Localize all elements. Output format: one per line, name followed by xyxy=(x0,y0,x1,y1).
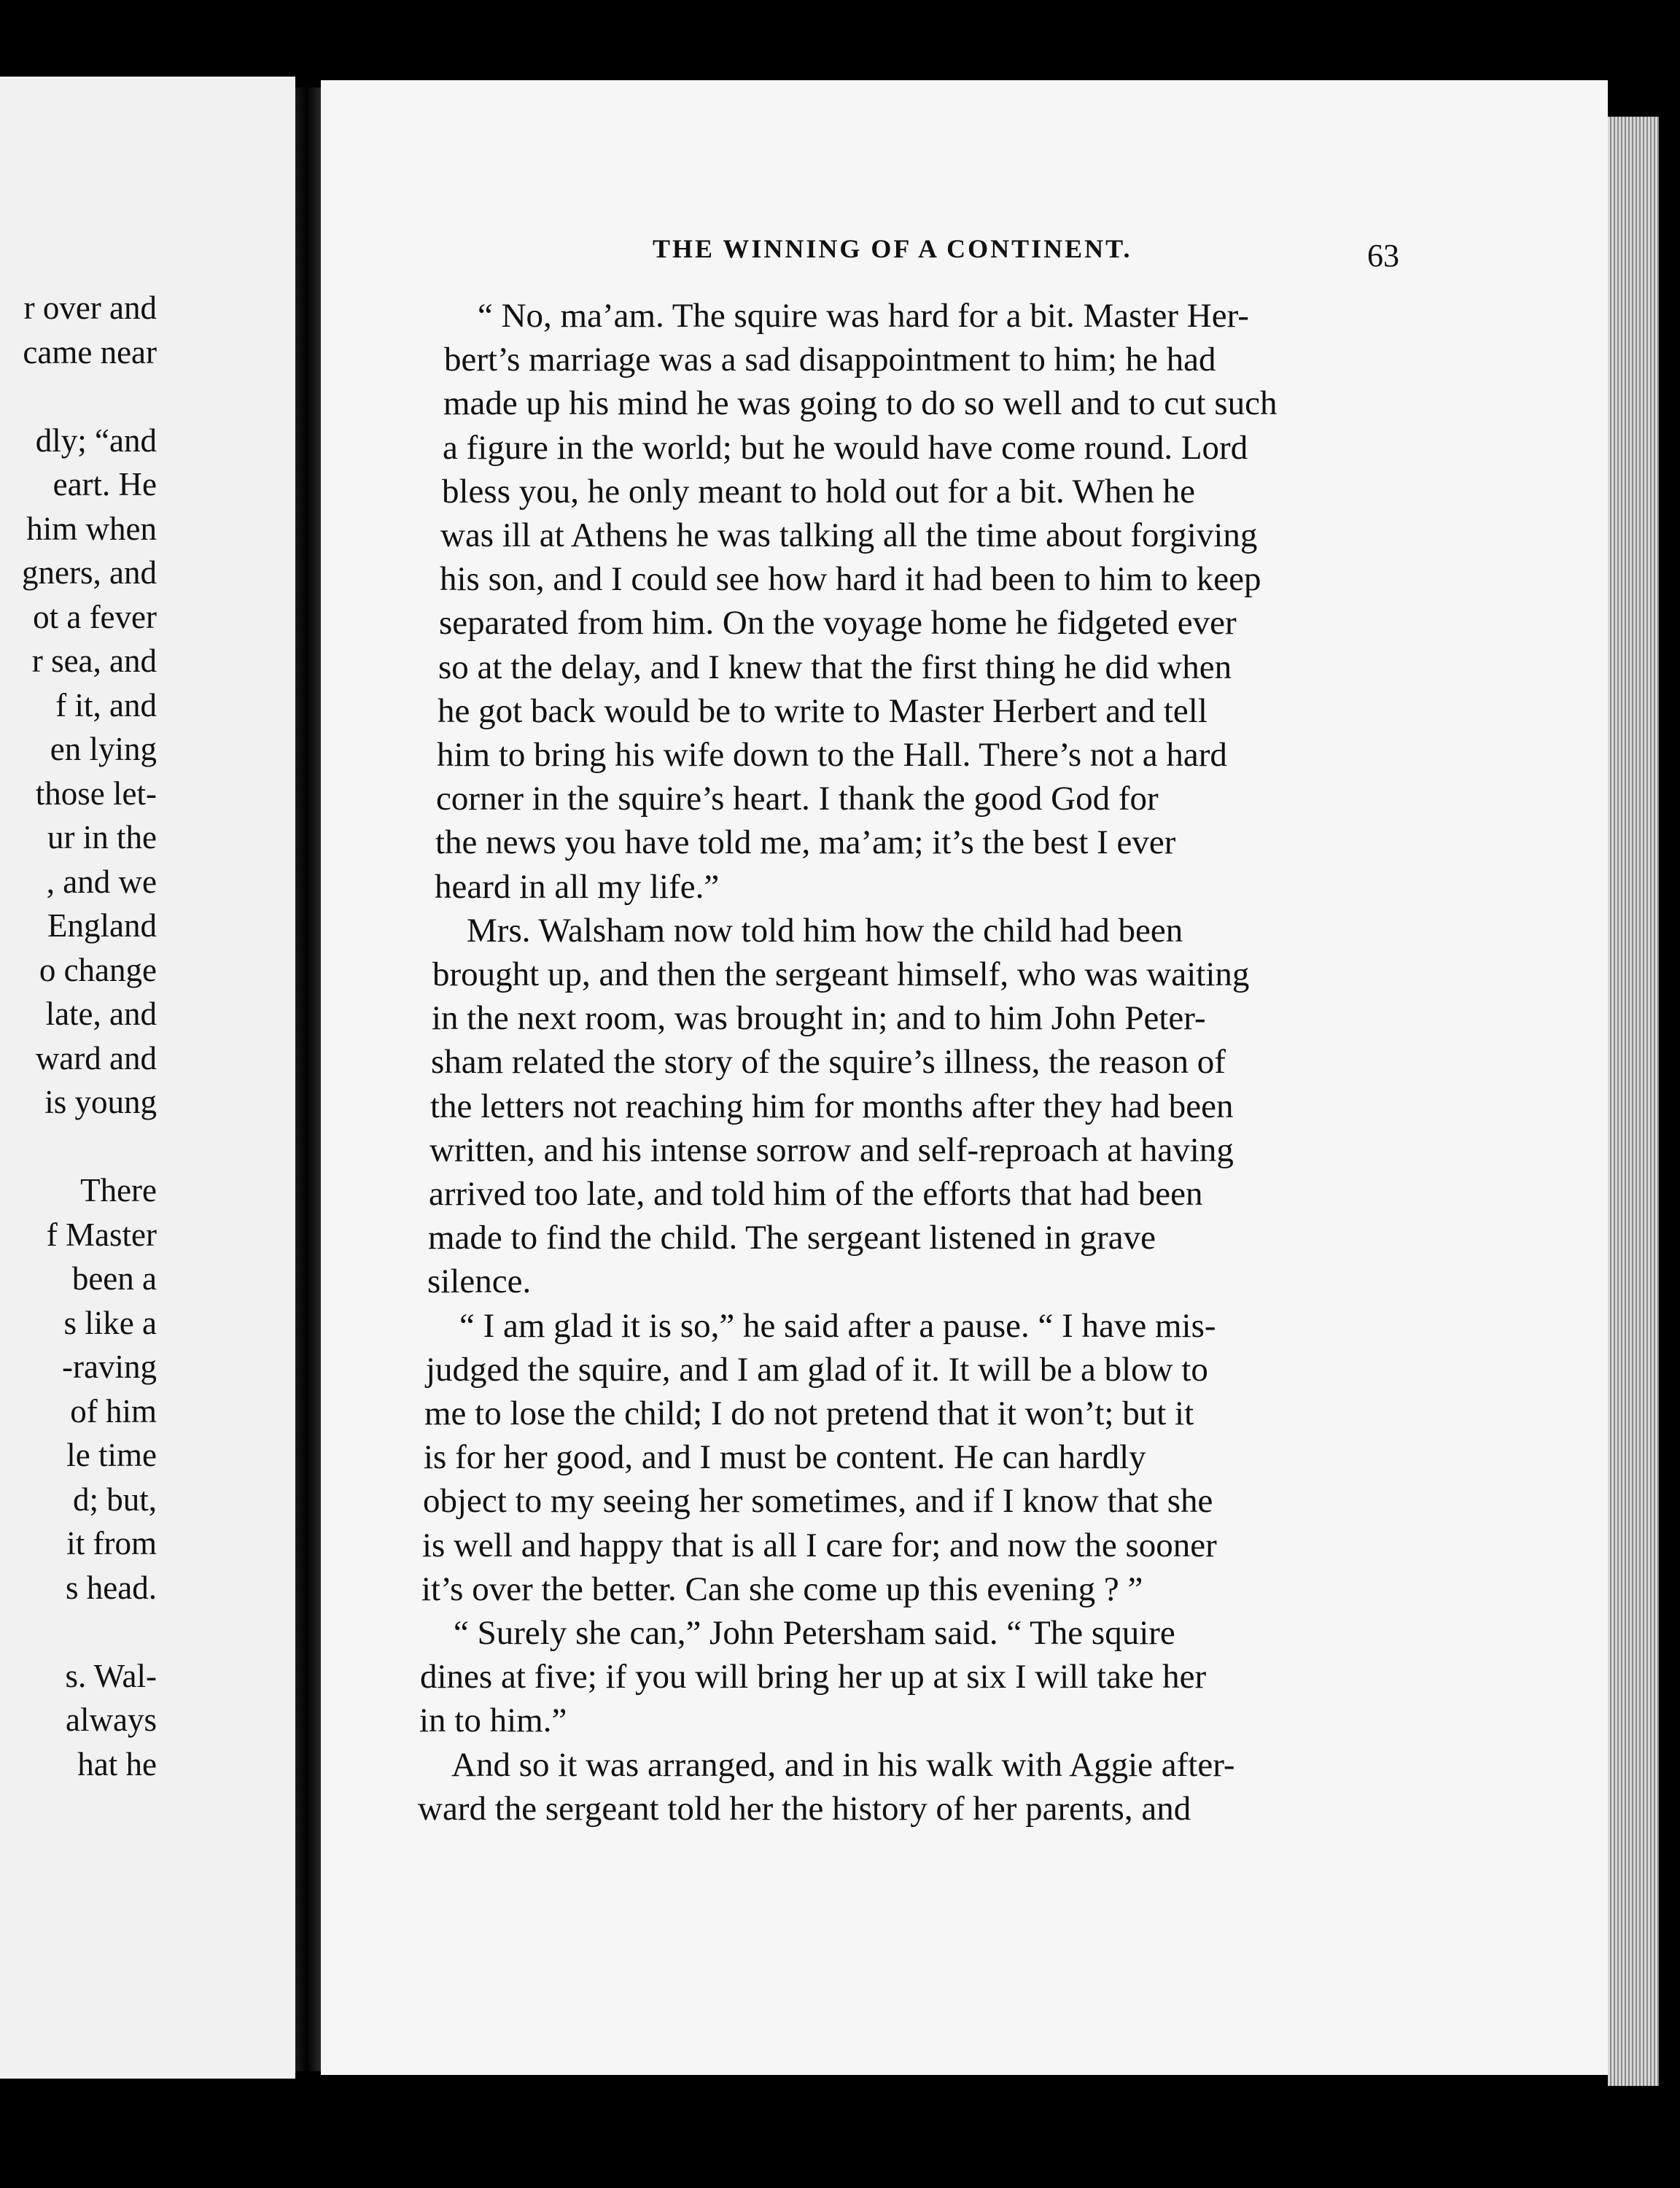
body-text-line: separated from him. On the voyage home he fidgeted ever xyxy=(439,604,1237,643)
body-text-line: he got back would be to write to Master Herbert and tell xyxy=(438,691,1208,730)
left-page-line: r sea, and xyxy=(31,643,157,679)
body-text-line: bless you, he only meant to hold out for a bit. When he xyxy=(442,472,1195,511)
body-text-line: so at the delay, and I knew that the first thing he did when xyxy=(438,648,1232,686)
left-page-line: o change xyxy=(39,951,157,988)
left-page-line: ur in the xyxy=(47,819,157,856)
body-text-line: silence. xyxy=(427,1262,532,1301)
left-page-line: it from xyxy=(66,1525,157,1562)
right-page xyxy=(321,80,1608,2075)
left-page-line: r over and xyxy=(23,290,157,326)
body-text-line: heard in all my life.” xyxy=(435,867,720,906)
book-gutter xyxy=(295,88,321,2071)
left-page-line: gners, and xyxy=(22,554,157,591)
body-text-line: made up his mind he was going to do so well and to cut such xyxy=(443,384,1278,423)
body-text-line: “ I am glad it is so,” he said after a pause. “ I have mis- xyxy=(459,1306,1216,1345)
left-page-line: him when xyxy=(26,510,157,547)
body-text-line: dines at five; if you will bring her up at six I will take her xyxy=(420,1658,1207,1696)
left-page-line: ot a fever xyxy=(33,598,157,635)
body-text-line: the letters not reaching him for months after they had been xyxy=(430,1087,1234,1125)
body-text-line: me to lose the child; I do not pretend that it won’t; but it xyxy=(424,1394,1194,1432)
left-page-line: those let- xyxy=(35,775,157,812)
left-page-line: been a xyxy=(71,1260,157,1297)
left-page-line: s. Wal- xyxy=(65,1657,157,1694)
body-text-line: a figure in the world; but he would have come round. Lord xyxy=(443,428,1248,467)
left-page-line: le time xyxy=(66,1437,157,1473)
left-page-line: late, and xyxy=(45,996,157,1032)
body-text-line: him to bring his wife down to the Hall. There’s not a hard xyxy=(437,736,1227,774)
left-facing-page xyxy=(0,77,295,2079)
body-text-line: corner in the squire’s heart. I thank the good God for xyxy=(436,780,1159,818)
left-page-line: f it, and xyxy=(55,686,157,723)
body-text-line: the news you have told me, ma’am; it’s the best I ever xyxy=(435,823,1176,862)
body-text-line: “ No, ma’am. The squire was hard for a bit. Master Her- xyxy=(478,297,1249,335)
body-text-line: his son, and I could see how hard it had been to him to keep xyxy=(440,560,1261,599)
left-page-line: s like a xyxy=(63,1304,157,1341)
body-text-line: was ill at Athens he was talking all the time about forgiving xyxy=(440,516,1258,554)
body-text-line: it’s over the better. Can she come up this evening ? ” xyxy=(421,1570,1143,1608)
body-text-line: arrived too late, and told him of the efforts that had been xyxy=(429,1175,1203,1213)
body-text-line: object to my seeing her sometimes, and if I know that she xyxy=(423,1482,1213,1521)
body-text-line: is for her good, and I must be content. He can hardly xyxy=(424,1438,1146,1477)
left-page-line: , and we xyxy=(46,863,157,900)
left-page-line: s head. xyxy=(66,1569,157,1606)
running-head: THE WINNING OF A CONTINENT. xyxy=(653,234,1132,263)
body-text-line: ward the sergeant told her the history of her parents, and xyxy=(418,1789,1191,1828)
left-page-line: is young xyxy=(44,1084,157,1120)
body-text-line: “ Surely she can,” John Petersham said. “ The squire xyxy=(454,1614,1175,1652)
body-text-line: sham related the story of the squire’s illness, the reason of xyxy=(431,1043,1226,1082)
left-page-line: eart. He xyxy=(52,466,157,503)
body-text-line: in to him.” xyxy=(419,1702,567,1740)
body-text-line: written, and his intense sorrow and self-reproach at having xyxy=(429,1130,1234,1169)
left-page-line: England xyxy=(47,907,157,944)
page-edges xyxy=(1608,117,1659,2086)
body-text-line: in the next room, was brought in; and to him John Peter- xyxy=(432,999,1206,1038)
left-page-line: There xyxy=(80,1172,157,1209)
left-page-line: -raving xyxy=(62,1349,157,1385)
left-page-line: came near xyxy=(23,333,157,371)
left-page-line: f Master xyxy=(46,1216,157,1253)
left-page-line: hat he xyxy=(77,1745,157,1782)
body-text-line: made to find the child. The sergeant listened in grave xyxy=(428,1219,1156,1257)
left-page-line: en lying xyxy=(50,731,157,767)
body-text-line: judged the squire, and I am glad of it. It will be a blow to xyxy=(426,1350,1208,1389)
left-page-line: dly; “and xyxy=(35,422,157,459)
body-text-line: bert’s marriage was a sad disappointment to him; he had xyxy=(444,341,1216,379)
left-page-line: d; but, xyxy=(72,1481,157,1518)
page-number: 63 xyxy=(1367,238,1399,274)
left-page-line: always xyxy=(66,1702,157,1738)
body-text-line: And so it was arranged, and in his walk with Aggie after- xyxy=(451,1745,1235,1784)
left-page-line: of him xyxy=(70,1392,157,1429)
body-text-line: is well and happy that is all I care for; and now the sooner xyxy=(422,1526,1217,1564)
body-text-line: Mrs. Walsham now told him how the child had been xyxy=(467,911,1183,950)
left-page-line: ward and xyxy=(35,1039,157,1076)
body-text-line: brought up, and then the sergeant himself, who was waiting xyxy=(432,955,1250,993)
